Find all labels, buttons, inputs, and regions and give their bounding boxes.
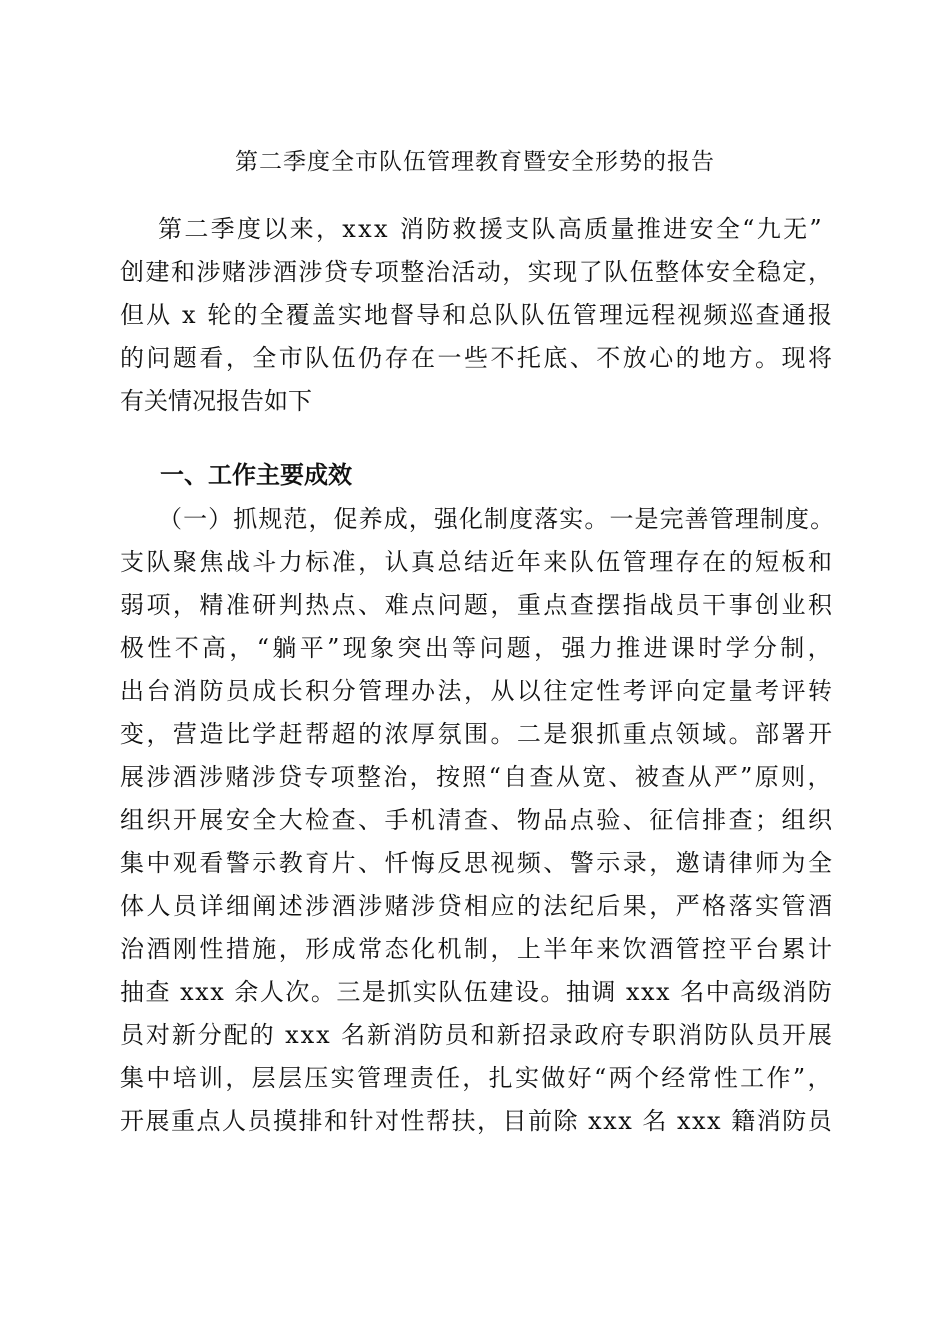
section-heading: 一、工作主要成效 <box>160 461 352 489</box>
body-line-3: 弱项，精准研判热点、难点问题，重点查摆指战员干事创业积 <box>120 591 835 619</box>
body-line-9: 集中观看警示教育片、忏悔反思视频、警示录，邀请律师为全 <box>120 849 835 877</box>
body-line-10: 体人员详细阐述涉酒涉赌涉贷相应的法纪后果，严格落实管酒 <box>120 892 835 920</box>
intro-line-4: 的问题看，全市队伍仍存在一些不托底、不放心的地方。现将 <box>120 344 835 372</box>
body-line-4: 极性不高，“躺平”现象突出等问题，强力推进课时学分制， <box>120 634 835 662</box>
intro-line-2: 创建和涉赌涉酒涉贷专项整治活动，实现了队伍整体安全稳定， <box>120 258 834 286</box>
body-line-13: 员对新分配的 xxx 名新消防员和新招录政府专职消防队员开展 <box>120 1021 834 1049</box>
body-line-5: 出台消防员成长积分管理办法，从以往定性考评向定量考评转 <box>120 677 835 705</box>
intro-line-5: 有关情况报告如下 <box>120 387 312 415</box>
body-line-8: 组织开展安全大检查、手机清查、物品点验、征信排查；组织 <box>120 806 835 834</box>
body-line-14: 集中培训，层层压实管理责任，扎实做好“两个经常性工作”， <box>120 1064 834 1092</box>
intro-line-3: 但从 x 轮的全覆盖实地督导和总队队伍管理远程视频巡查通报 <box>120 301 834 329</box>
body-line-12: 抽查 xxx 余人次。三是抓实队伍建设。抽调 xxx 名中高级消防 <box>120 978 834 1006</box>
body-line-11: 治酒刚性措施，形成常态化机制，上半年来饮酒管控平台累计 <box>120 935 835 963</box>
intro-line-1: 第二季度以来，xxx 消防救援支队高质量推进安全“九无” <box>158 215 825 243</box>
body-line-2: 支队聚焦战斗力标准，认真总结近年来队伍管理存在的短板和 <box>120 548 835 576</box>
body-line-7: 展涉酒涉赌涉贷专项整治，按照“自查从宽、被查从严”原则， <box>120 763 834 791</box>
body-line-15: 开展重点人员摸排和针对性帮扶，目前除 xxx 名 xxx 籍消防员 <box>120 1107 834 1135</box>
body-line-1: （一）抓规范，促养成，强化制度落实。一是完善管理制度。 <box>158 505 836 533</box>
document-title: 第二季度全市队伍管理教育暨安全形势的报告 <box>235 149 715 175</box>
body-line-6: 变，营造比学赶帮超的浓厚氛围。二是狠抓重点领域。部署开 <box>120 720 835 748</box>
